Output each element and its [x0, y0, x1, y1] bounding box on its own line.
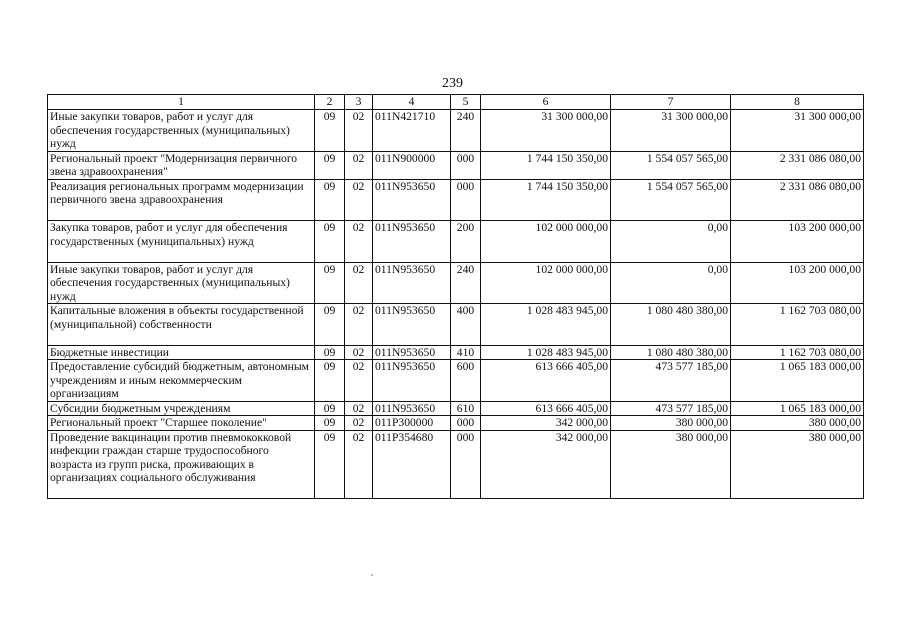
row-name: Бюджетные инвестиции — [48, 345, 315, 360]
table-row — [48, 221, 864, 263]
amount-col-7: 473 577 185,00 — [611, 360, 731, 402]
subsection-code: 02 — [345, 151, 373, 179]
section-code: 09 — [315, 262, 345, 304]
section-code: 09 — [315, 430, 345, 499]
subsection-code: 02 — [345, 110, 373, 152]
amount-col-6: 31 300 000,00 — [481, 110, 611, 152]
row-name: Иные закупки товаров, работ и услуг для обеспечения государственных (муниципальных) нужд — [48, 110, 315, 152]
subsection-code: 02 — [345, 262, 373, 304]
section-code: 09 — [315, 304, 345, 346]
expense-type-code: 400 — [451, 304, 481, 346]
row-name: Капитальные вложения в объекты государственной (муниципальной) собственности — [48, 304, 315, 346]
amount-col-8: 1 162 703 080,00 — [731, 304, 864, 346]
amount-col-8: 1 162 703 080,00 — [731, 345, 864, 360]
amount-col-8: 31 300 000,00 — [731, 110, 864, 152]
target-article-code: 011N953650 — [373, 179, 451, 221]
expense-type-code: 610 — [451, 401, 481, 416]
table-row — [48, 345, 864, 360]
amount-col-7: 1 080 480 380,00 — [611, 345, 731, 360]
amount-col-6: 342 000,00 — [481, 430, 611, 499]
row-name: Региональный проект "Старшее поколение" — [48, 416, 315, 431]
expense-type-code: 600 — [451, 360, 481, 402]
column-header-7: 7 — [611, 95, 731, 110]
target-article-code: 011P300000 — [373, 416, 451, 431]
amount-col-6: 1 744 150 350,00 — [481, 179, 611, 221]
table-row — [48, 360, 864, 402]
amount-col-8: 380 000,00 — [731, 416, 864, 431]
expense-type-code: 000 — [451, 416, 481, 431]
subsection-code: 02 — [345, 221, 373, 263]
expense-type-code: 410 — [451, 345, 481, 360]
subsection-code: 02 — [345, 304, 373, 346]
amount-col-7: 0,00 — [611, 221, 731, 263]
row-name: Реализация региональных программ модернизации первичного звена здравоохранения — [48, 179, 315, 221]
amount-col-6: 102 000 000,00 — [481, 221, 611, 263]
subsection-code: 02 — [345, 345, 373, 360]
table-row — [48, 110, 864, 152]
amount-col-8: 103 200 000,00 — [731, 221, 864, 263]
row-name: Проведение вакцинации против пневмококковой инфекции граждан старше трудоспособного возраста из групп риска, проживающих в организациях социального обслуживания — [48, 430, 315, 499]
column-header-1: 1 — [48, 95, 315, 110]
target-article-code: 011N953650 — [373, 262, 451, 304]
section-code: 09 — [315, 179, 345, 221]
amount-col-7: 31 300 000,00 — [611, 110, 731, 152]
amount-col-7: 1 080 480 380,00 — [611, 304, 731, 346]
column-header-5: 5 — [451, 95, 481, 110]
column-header-3: 3 — [345, 95, 373, 110]
header-row — [48, 95, 864, 110]
section-code: 09 — [315, 221, 345, 263]
amount-col-6: 1 744 150 350,00 — [481, 151, 611, 179]
amount-col-7: 0,00 — [611, 262, 731, 304]
target-article-code: 011N900000 — [373, 151, 451, 179]
amount-col-7: 380 000,00 — [611, 416, 731, 431]
column-header-4: 4 — [373, 95, 451, 110]
page-number: 239 — [442, 76, 463, 91]
expense-type-code: 000 — [451, 151, 481, 179]
subsection-code: 02 — [345, 179, 373, 221]
subsection-code: 02 — [345, 430, 373, 499]
row-name: Предоставление субсидий бюджетным, автономным учреждениям и иным некоммерческим организациям — [48, 360, 315, 402]
target-article-code: 011P354680 — [373, 430, 451, 499]
column-header-8: 8 — [731, 95, 864, 110]
expense-type-code: 000 — [451, 430, 481, 499]
amount-col-6: 102 000 000,00 — [481, 262, 611, 304]
budget-table — [47, 94, 864, 499]
table-body — [48, 110, 864, 499]
amount-col-7: 1 554 057 565,00 — [611, 179, 731, 221]
amount-col-8: 2 331 086 080,00 — [731, 179, 864, 221]
amount-col-7: 1 554 057 565,00 — [611, 151, 731, 179]
target-article-code: 011N953650 — [373, 401, 451, 416]
expense-type-code: 200 — [451, 221, 481, 263]
row-name: Иные закупки товаров, работ и услуг для обеспечения государственных (муниципальных) нужд — [48, 262, 315, 304]
target-article-code: 011N953650 — [373, 360, 451, 402]
amount-col-6: 613 666 405,00 — [481, 360, 611, 402]
section-code: 09 — [315, 401, 345, 416]
section-code: 09 — [315, 416, 345, 431]
table-row — [48, 151, 864, 179]
amount-col-8: 103 200 000,00 — [731, 262, 864, 304]
amount-col-6: 1 028 483 945,00 — [481, 304, 611, 346]
section-code: 09 — [315, 360, 345, 402]
target-article-code: 011N953650 — [373, 221, 451, 263]
table-row — [48, 304, 864, 346]
amount-col-7: 380 000,00 — [611, 430, 731, 499]
expense-type-code: 240 — [451, 262, 481, 304]
scan-speck — [371, 574, 373, 576]
target-article-code: 011N421710 — [373, 110, 451, 152]
amount-col-7: 473 577 185,00 — [611, 401, 731, 416]
amount-col-6: 342 000,00 — [481, 416, 611, 431]
table-row — [48, 416, 864, 431]
section-code: 09 — [315, 345, 345, 360]
section-code: 09 — [315, 151, 345, 179]
column-header-6: 6 — [481, 95, 611, 110]
expense-type-code: 240 — [451, 110, 481, 152]
column-header-2: 2 — [315, 95, 345, 110]
amount-col-8: 1 065 183 000,00 — [731, 401, 864, 416]
expense-type-code: 000 — [451, 179, 481, 221]
amount-col-8: 2 331 086 080,00 — [731, 151, 864, 179]
row-name: Закупка товаров, работ и услуг для обеспечения государственных (муниципальных) нужд — [48, 221, 315, 263]
amount-col-6: 1 028 483 945,00 — [481, 345, 611, 360]
row-name: Региональный проект "Модернизация первичного звена здравоохранения" — [48, 151, 315, 179]
table-row — [48, 262, 864, 304]
amount-col-6: 613 666 405,00 — [481, 401, 611, 416]
target-article-code: 011N953650 — [373, 304, 451, 346]
section-code: 09 — [315, 110, 345, 152]
target-article-code: 011N953650 — [373, 345, 451, 360]
subsection-code: 02 — [345, 416, 373, 431]
row-name: Субсидии бюджетным учреждениям — [48, 401, 315, 416]
subsection-code: 02 — [345, 360, 373, 402]
amount-col-8: 380 000,00 — [731, 430, 864, 499]
table-row — [48, 179, 864, 221]
table-row — [48, 430, 864, 499]
table-row — [48, 401, 864, 416]
subsection-code: 02 — [345, 401, 373, 416]
amount-col-8: 1 065 183 000,00 — [731, 360, 864, 402]
